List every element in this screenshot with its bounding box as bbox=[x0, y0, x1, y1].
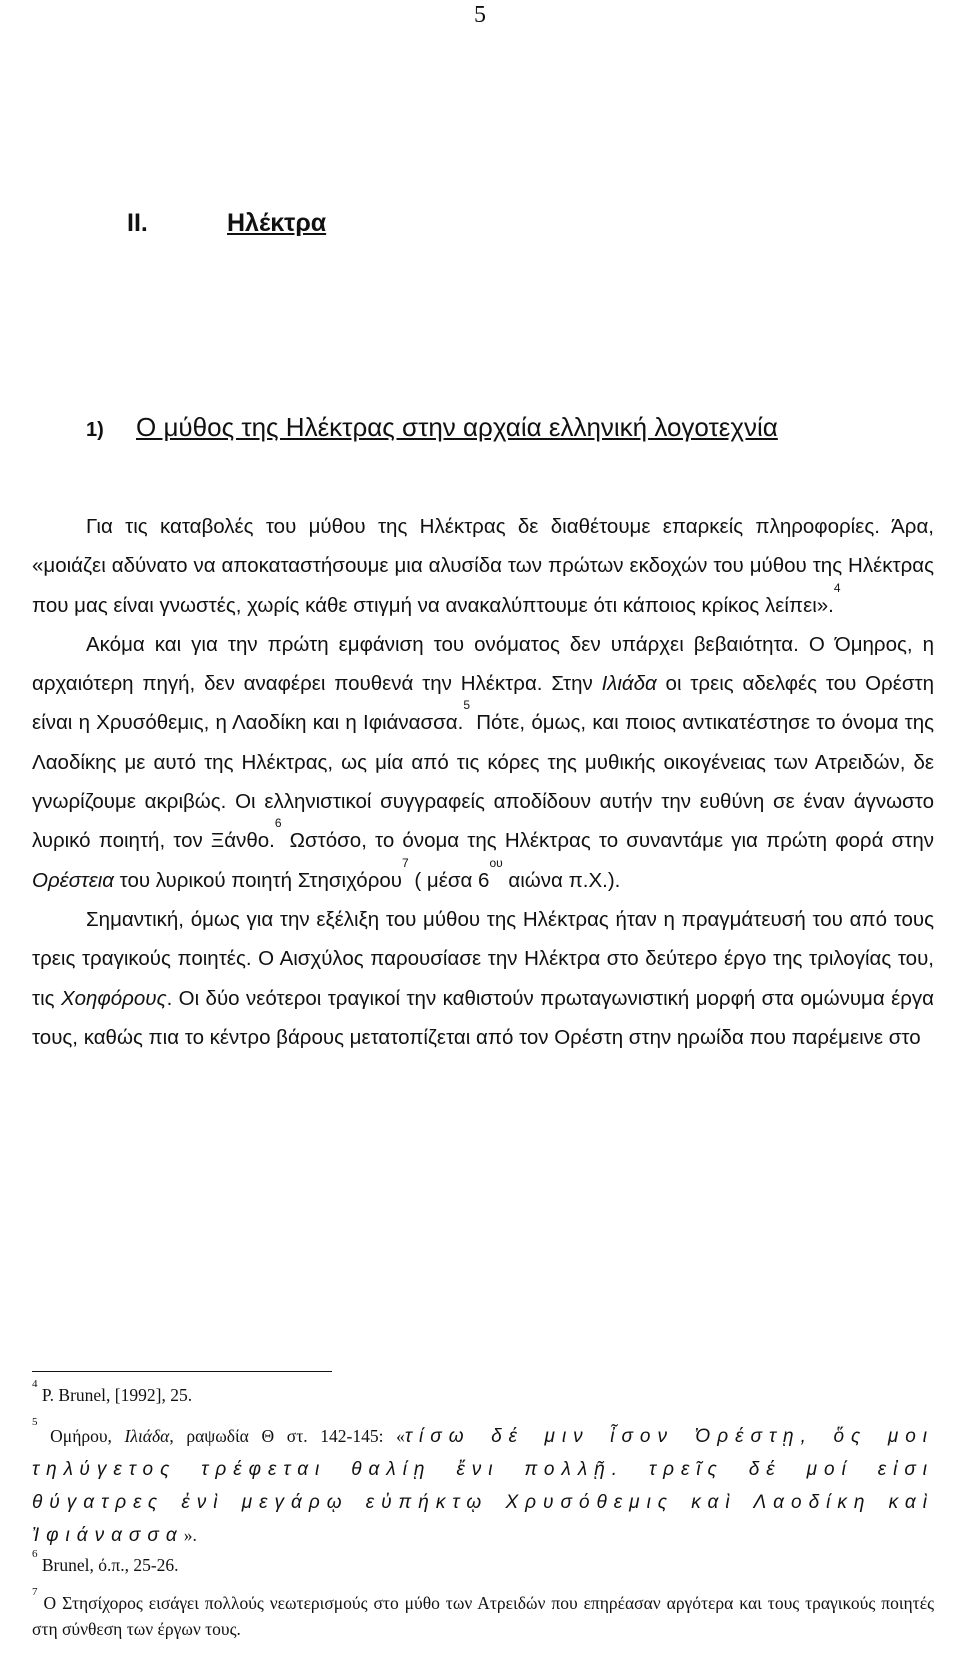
section-heading bbox=[86, 410, 778, 447]
chapter-number: II. bbox=[127, 209, 148, 237]
chapter-title: Ηλέκτρα bbox=[227, 209, 327, 237]
homer-quote: τίσω δέ μιν ἶσον Ὀρέστῃ, ὅς μοι τηλύγετος τρέφεται θαλίῃ ἔνι πολλῇ. τρεῖς δέ μοί εἰσι θύγατρες ἐνὶ μεγάρῳ εὐπήκτῳ Χρυσόθεμις καὶ Λαοδίκη καὶ Ἰφιάνασσα bbox=[32, 1426, 935, 1546]
footnote-4: $^4$ P. Brunel, [1992], 25. bbox=[32, 1378, 193, 1405]
footnote-6: $^6$ Brunel, ό.π., 25-26. bbox=[32, 1548, 179, 1575]
work-title-iliad: Ιλιάδα bbox=[601, 672, 657, 696]
footnotes bbox=[32, 1378, 935, 1642]
footnote-5: $^5$ Ομήρου, Ιλιάδα, ραψωδία Θ στ. 142-145: «τίσω δέ μιν ἶσον Ὀρέστῃ, ὅς μοι τηλύγετος τρέφεται θαλίῃ ἔνι πολλῇ. τρεῖς δέ μοί εἰσι θύγατρες ἐνὶ μεγάρῳ εὐπήκτῳ Χρυσόθεμις καὶ Λαοδίκη καὶ Ἰφιάνασσα». bbox=[32, 1416, 935, 1546]
work-title-choephoroi: Χοηφόρους bbox=[60, 986, 167, 1010]
work-title-oresteia: Ορέστεια bbox=[32, 868, 114, 892]
paragraph-2: Ακόμα και για την πρώτη εμφάνιση του ονόματος δεν υπάρχει βεβαιότητα. Ο Όμηρος, η αρχαιότερη πηγή, δεν αναφέρει πουθενά την Ηλέκτρα. Στην Ιλιάδα οι τρεις αδελφές του Ορέστη είναι η Χρυσόθεμις, η Λαοδίκη και η Ιφιάνασσα.$^5$ Πότε, όμως, και ποιος αντικατέστησε το όνομα της Λαοδίκης με αυτό της Ηλέκτρας, ως μία από τις κόρες της μυθικής οικογένειας των Ατρειδών, δε γνωρίζουμε ακριβώς. Οι ελληνιστικοί συγγραφείς αποδίδουν αυτήν την ευθύνη σε έναν άγνωστο λυρικό ποιητή, τον Ξάνθο.$^6$ Ωστόσο, το όνομα της Ηλέκτρας το συναντάμε για πρώτη φορά στην Ορέστεια του λυρικού ποιητή Στησιχόρου$^7$ ( μέσα $6^{o\upsilon}$ αιώνα π.Χ.). bbox=[32, 632, 935, 892]
footnote-ref-7: 7 bbox=[401, 855, 409, 870]
body-text bbox=[32, 507, 934, 1057]
paragraph-1: Για τις καταβολές του μύθου της Ηλέκτρας δε διαθέτουμε επαρκείς πληροφορίες. Άρα, «μοιάζει αδύνατο να αποκαταστήσουμε μια αλυσίδα των πρώτων εκδοχών του μύθου της Ηλέκτρας που μας είναι γνωστές, χωρίς κάθε στιγμή να ανακαλύπτουμε ότι κάποιος κρίκος λείπει».$^4$ bbox=[32, 515, 934, 617]
footnote-ref-6: 6 bbox=[274, 816, 282, 831]
paragraph-3: Σημαντική, όμως για την εξέλιξη του μύθου της Ηλέκτρας ήταν η πραγμάτευσή του από τους τρεις τραγικούς ποιητές. Ο Αισχύλος παρουσίασε την Ηλέκτρα στο δεύτερο έργο της τριλογίας του, τις Χοηφόρους. Οι δύο νεότεροι τραγικοί την καθιστούν πρωταγωνιστική μορφή στα ομώνυμα έργα τους, καθώς πια το κέντρο βάρους μετατοπίζεται από τον Ορέστη στην ηρωίδα που παρέμεινε στο bbox=[32, 907, 935, 1049]
footnote-ref-4: 4 bbox=[833, 580, 841, 595]
footnote-ref-5: 5 bbox=[463, 698, 471, 713]
chapter-heading bbox=[127, 208, 326, 238]
section-title: Ο μύθος της Ηλέκτρας στην αρχαία ελληνική λογοτεχνία bbox=[136, 412, 778, 442]
footnote-separator bbox=[32, 1371, 332, 1372]
page-number: 5 bbox=[474, 2, 486, 28]
section-number: 1) bbox=[86, 419, 104, 441]
footnote-7: $^7$ Ο Στησίχορος εισάγει πολλούς νεωτερισμούς στο μύθο των Ατρειδών που επηρέασαν αργότερα και τους τραγικούς ποιητές στη σύνθεση των έργων τους. bbox=[32, 1586, 934, 1639]
